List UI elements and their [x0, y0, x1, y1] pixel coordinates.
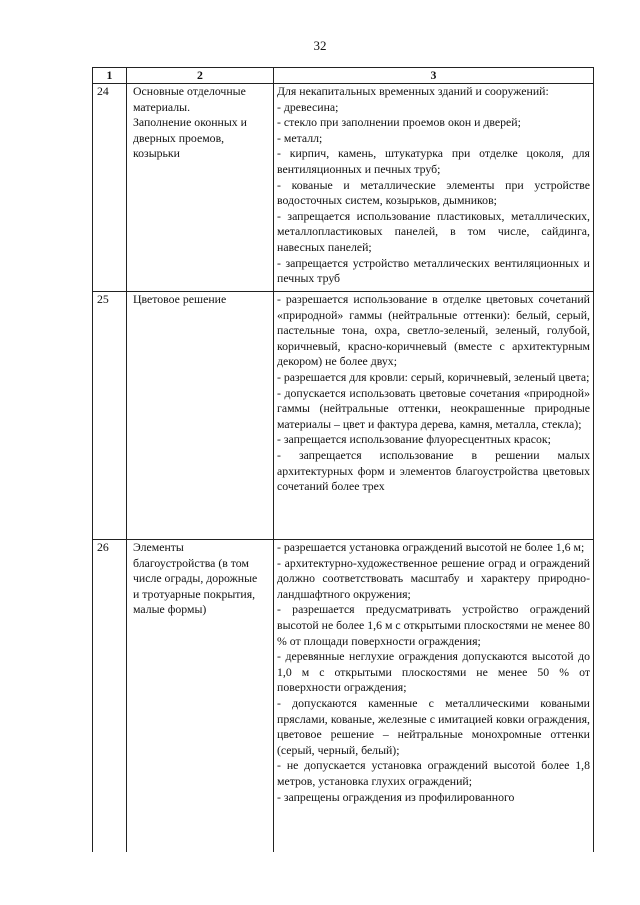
description-item: - запрещены ограждения из профилированного: [277, 789, 515, 804]
description-item: - стекло при заполнении проемов окон и дверей;: [277, 115, 521, 130]
page-number: 32: [313, 38, 327, 53]
row-title-line: малые формы): [133, 602, 207, 617]
description-item: - кованые и металлические элементы при устройстве водосточных систем, козырьков, дымников;: [277, 177, 590, 208]
row-description: [274, 84, 594, 292]
row-title-line: Основные отделочные: [133, 84, 246, 98]
description-item: - допускаются каменные с металлическими коваными пряслами, кованые, железные с имитацией ковки ограждения, цветовое решение – нейтральные монохромные оттенки (серый, черный, белый);: [277, 695, 590, 757]
description-item: - архитектурно-художественное решение оград и ограждений должно соответствовать масштабу и характеру природно-ландшафтного окружения;: [277, 555, 590, 601]
description-item: - разрешается установка ограждений высотой не более 1,6 м;: [277, 540, 585, 554]
description-item: - запрещается использование пластиковых, металлических, металлопластиковых панелей, в том числе, сайдинга, навесных панелей;: [277, 208, 590, 254]
description-item: - допускается использовать цветовые сочетания «природной» гаммы (нейтральные оттенки, неокрашенные природные материалы – цвет и фактура дерева, камня, металла, стекла);: [277, 385, 590, 431]
row-title-line: Заполнение оконных и: [133, 115, 247, 130]
row-description: [274, 292, 594, 540]
description-item: - кирпич, камень, штукатурка при отделке цоколя, для вентиляционных и печных труб;: [277, 146, 590, 176]
row-title-line: числе ограды, дорожные: [133, 571, 258, 586]
row-number: 25: [93, 292, 127, 540]
description-item: - деревянные неглухие ограждения допускаются высотой до 1,0 м с открытыми плоскостями не менее 50 % от поверхности ограждения;: [277, 649, 590, 695]
table-row: [93, 540, 594, 853]
table-header-row: [93, 68, 594, 84]
column-header-2: 2: [127, 68, 274, 84]
row-title: [127, 84, 274, 292]
description-item: - не допускается установка ограждений высотой более 1,8 метров, установка глухих ограждений;: [277, 758, 590, 788]
row-title-line: дверных проемов,: [133, 130, 225, 145]
row-title-line: Цветовое решение: [133, 292, 227, 306]
description-item: - запрещается использование флуоресцентных красок;: [277, 432, 551, 447]
description-item: - разрешается для кровли: серый, коричневый, зеленый цвета;: [277, 369, 590, 384]
row-description: [274, 540, 594, 853]
row-title-line: благоустройства (в том: [133, 555, 249, 570]
description-item: - древесина;: [277, 99, 339, 114]
table-row: [93, 84, 594, 292]
description-item: - запрещается использование в решении малых архитектурных форм и элементов благоустройства цветовых сочетаний более трех: [277, 447, 590, 494]
row-number: 24: [93, 84, 127, 292]
regulations-table: [92, 67, 594, 852]
column-header-3: 3: [274, 68, 594, 84]
row-title: [127, 292, 274, 540]
description-item: - металл;: [277, 130, 323, 145]
table-row: [93, 292, 594, 540]
row-title-line: козырьки: [133, 146, 180, 161]
description-item: - разрешается предусматривать устройство ограждений высотой не более 1,6 м с открытыми плоскостями не менее 80 % от площади поверхности ограждения;: [277, 602, 590, 648]
row-title-line: материалы.: [133, 99, 191, 114]
row-title: [127, 540, 274, 853]
description-item: - запрещается устройство металлических вентиляционных и печных труб: [277, 255, 590, 286]
column-header-1: 1: [93, 68, 127, 84]
row-number: 26: [93, 540, 127, 853]
row-title-line: Элементы: [133, 540, 184, 554]
description-item: Для некапитальных временных зданий и сооружений:: [277, 84, 549, 98]
description-item: - разрешается использование в отделке цветовых сочетаний «природной» гаммы (нейтральные оттенки): белый, серый, пастельные тона, охра, светло-зеленый, зеленый, голубой, коричневый, красно-коричневый (вместе с архитектурным декором) не более двух;: [277, 292, 590, 369]
row-title-line: и тротуарные покрытия,: [133, 586, 256, 601]
